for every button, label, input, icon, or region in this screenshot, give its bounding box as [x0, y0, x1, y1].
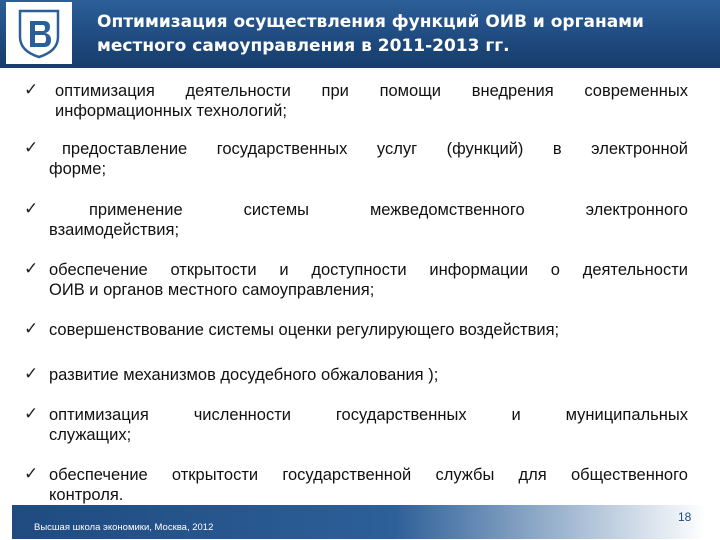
- word: при: [321, 82, 349, 100]
- item-line-1: [49, 465, 688, 485]
- word: открытости: [171, 466, 259, 484]
- page-title: [97, 10, 707, 58]
- checkmark-icon: ✓: [24, 259, 39, 279]
- item-line-1: [49, 260, 688, 280]
- checkmark-icon: ✓: [24, 319, 39, 339]
- word: доступности: [311, 261, 407, 279]
- word: электронной: [591, 140, 688, 158]
- word: оптимизация: [55, 82, 155, 100]
- word: общественного: [570, 466, 688, 484]
- word: современных: [584, 82, 688, 100]
- item-line-2: служащих;: [49, 426, 132, 444]
- word: услуг: [376, 140, 418, 158]
- footer-text: Высшая школа экономики, Москва, 2012: [34, 522, 214, 533]
- word: открытости: [170, 261, 257, 279]
- slide-footer: [0, 502, 720, 540]
- checkmark-icon: ✓: [24, 199, 39, 219]
- item-line-1: [55, 81, 688, 101]
- checkmark-icon: ✓: [24, 404, 39, 424]
- word: межведомственного: [369, 201, 525, 219]
- logo: [6, 2, 72, 64]
- item-line-2: форме;: [49, 160, 107, 178]
- word: службы: [435, 466, 495, 484]
- word: и: [511, 406, 521, 424]
- checkmark-icon: ✓: [24, 138, 39, 158]
- title-line-1: Оптимизация осуществления функций ОИВ и органами: [97, 12, 644, 32]
- word: системы: [243, 201, 310, 219]
- word: обеспечение: [49, 466, 148, 484]
- word: внедрения: [471, 82, 554, 100]
- item-line-1: [62, 139, 688, 159]
- word: помощи: [379, 82, 441, 100]
- word: деятельности: [185, 82, 291, 100]
- word: деятельности: [582, 261, 688, 279]
- university-crest-logo-icon: [14, 7, 64, 59]
- item-line-2: контроля.: [49, 486, 124, 504]
- page-number: 18: [678, 510, 692, 524]
- word: государственных: [335, 406, 467, 424]
- footer-bar: [12, 505, 706, 539]
- word: в: [552, 140, 562, 158]
- word: применение: [89, 201, 183, 219]
- item-line-1: [89, 200, 688, 220]
- word: муниципальных: [565, 406, 688, 424]
- word: (функций): [446, 140, 524, 158]
- checkmark-icon: ✓: [24, 464, 39, 484]
- word: оптимизация: [49, 406, 149, 424]
- word: численности: [193, 406, 291, 424]
- word: информации: [429, 261, 529, 279]
- word: о: [550, 261, 560, 279]
- word: государственных: [216, 140, 348, 158]
- item-line-1: совершенствование системы оценки регулирующего воздействия;: [49, 321, 560, 339]
- word: предоставление: [62, 140, 188, 158]
- checkmark-icon: ✓: [24, 364, 39, 384]
- word: электронного: [585, 201, 688, 219]
- word: и: [279, 261, 289, 279]
- item-line-2: взаимодействия;: [49, 221, 180, 239]
- item-line-1: [49, 405, 688, 425]
- checkmark-icon: ✓: [24, 80, 39, 100]
- word: государственной: [282, 466, 412, 484]
- slide-header: [0, 0, 720, 68]
- item-line-1: развитие механизмов досудебного обжалования );: [49, 366, 439, 384]
- item-line-2: ОИВ и органов местного самоуправления;: [49, 281, 375, 299]
- word: обеспечение: [49, 261, 148, 279]
- word: для: [518, 466, 547, 484]
- title-line-2: местного самоуправления в 2011-2013 гг.: [97, 36, 510, 56]
- item-line-2: информационных технологий;: [55, 102, 287, 120]
